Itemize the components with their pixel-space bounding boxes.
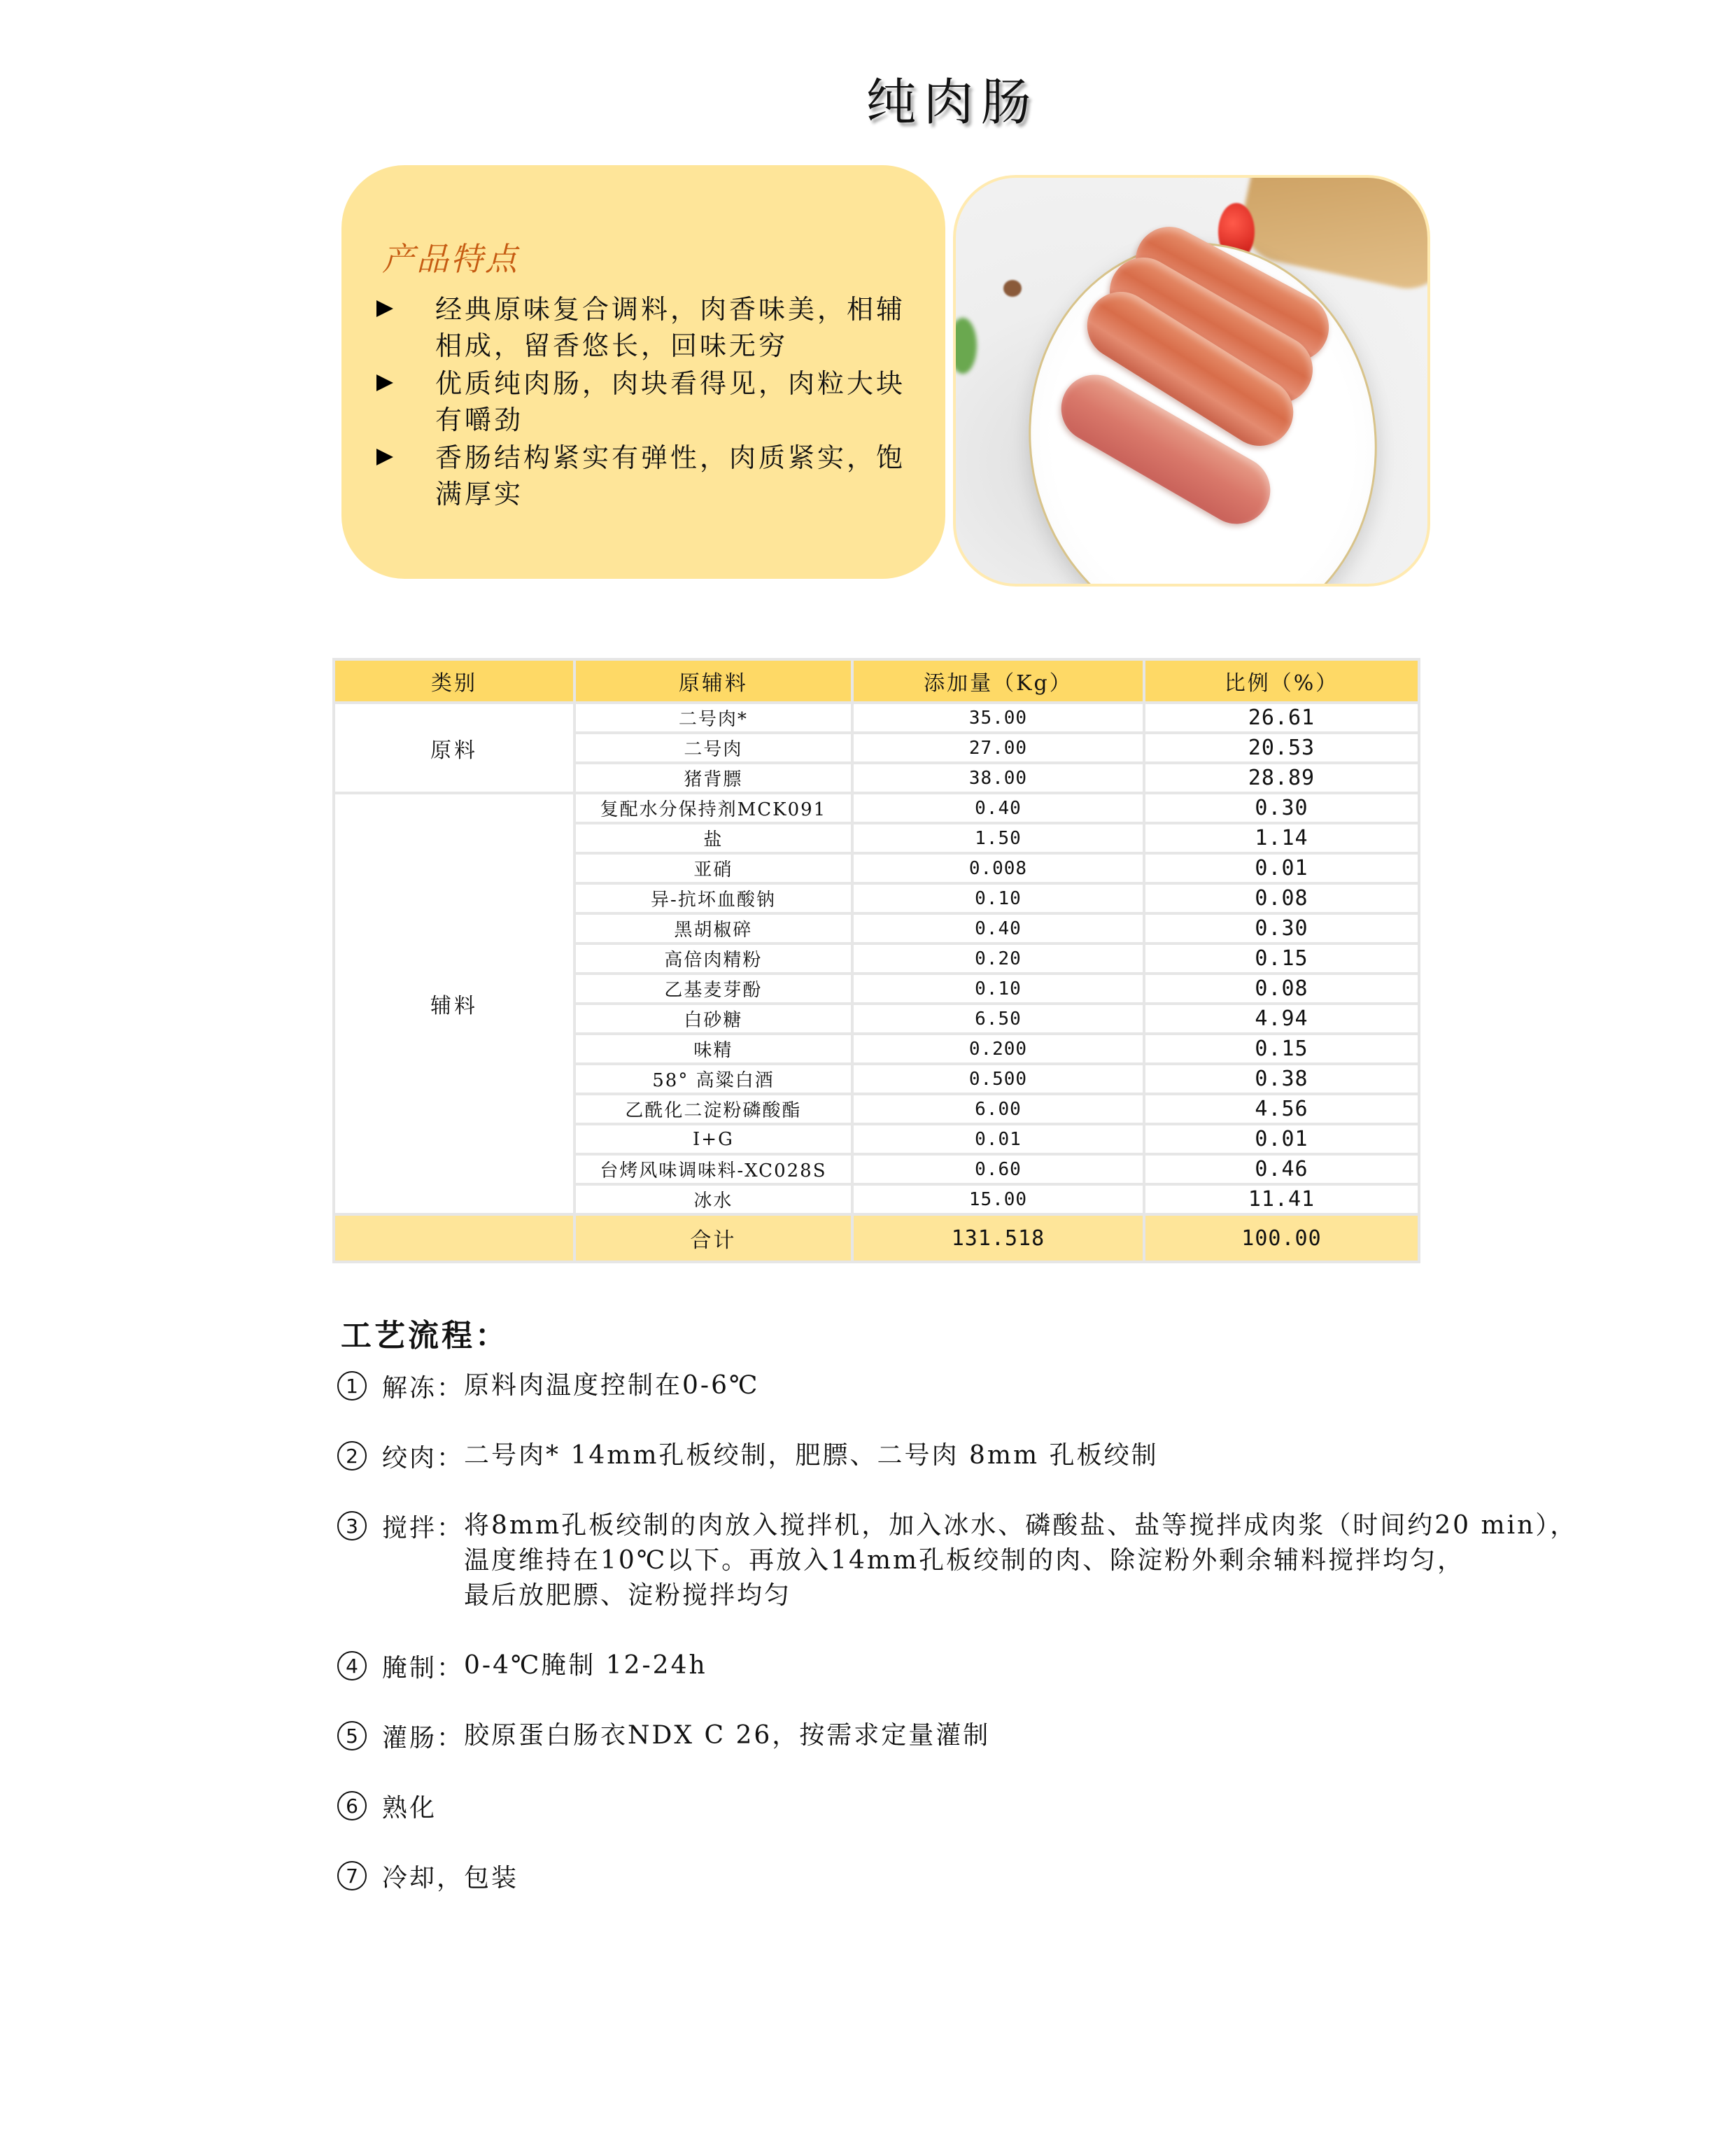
step-label: 搅拌： <box>382 1514 465 1543</box>
feature-text: 经典原味复合调料，肉香味美，相辅相成，留香悠长，回味无穷 <box>435 294 906 361</box>
step-line: 将8mm孔板绞制的肉放入搅拌机，加入冰水、磷酸盐、盐等搅拌成肉浆（时间约20 min）， <box>464 1511 1578 1540</box>
ratio-cell: 0.08 <box>1144 974 1419 1004</box>
ratio-cell: 0.30 <box>1144 913 1419 943</box>
feature-text: 优质纯肉肠，肉块看得见，肉粒大块有嚼劲 <box>435 368 906 435</box>
ratio-cell: 11.41 <box>1144 1184 1419 1214</box>
step-body <box>464 1648 1667 1718</box>
arrowhead-bullet-icon <box>376 374 393 391</box>
circled-number-icon: 7 <box>337 1861 367 1890</box>
column-header-ratio: 比例（%） <box>1144 659 1419 703</box>
circled-number-icon: 1 <box>337 1371 367 1401</box>
column-header-amount: 添加量（Kg） <box>852 659 1144 703</box>
ingredient-cell: 高倍肉精粉 <box>574 943 852 974</box>
feature-item <box>376 291 929 364</box>
process-heading: 工艺流程： <box>341 1318 509 1354</box>
total-empty-cell <box>334 1214 574 1262</box>
process-step <box>337 1788 1667 1858</box>
ratio-cell: 0.01 <box>1144 853 1419 883</box>
step-line: 胶原蛋白肠衣NDX C 26，按需求定量灌制 <box>464 1721 991 1750</box>
process-step <box>337 1858 1667 1928</box>
table-header-row <box>334 659 1419 703</box>
step-label: 熟化 <box>382 1794 437 1823</box>
product-features-card <box>341 165 945 579</box>
amount-cell: 0.10 <box>852 974 1144 1004</box>
amount-cell: 1.50 <box>852 823 1144 853</box>
photo-spice <box>1003 280 1022 297</box>
ingredient-cell: I+G <box>574 1124 852 1154</box>
ratio-cell: 0.38 <box>1144 1064 1419 1094</box>
feature-item <box>376 365 929 438</box>
amount-cell: 0.500 <box>852 1064 1144 1094</box>
page-title: 纯肉肠 <box>866 73 1038 132</box>
amount-cell: 6.50 <box>852 1004 1144 1034</box>
process-steps-list <box>337 1368 1667 1928</box>
step-body <box>464 1438 1667 1508</box>
circled-number-icon: 4 <box>337 1651 367 1680</box>
ingredient-cell: 58° 高粱白酒 <box>574 1064 852 1094</box>
amount-cell: 35.00 <box>852 703 1144 733</box>
circled-number-icon: 5 <box>337 1721 367 1750</box>
ratio-cell: 0.30 <box>1144 793 1419 823</box>
feature-text: 香肠结构紧实有弹性，肉质紧实，饱满厚实 <box>435 442 906 510</box>
ratio-cell: 28.89 <box>1144 763 1419 793</box>
table-total-row <box>334 1214 1419 1262</box>
product-photo <box>953 175 1430 587</box>
amount-cell: 38.00 <box>852 763 1144 793</box>
step-body <box>464 1368 1667 1438</box>
amount-cell: 0.10 <box>852 883 1144 913</box>
features-heading: 产品特点 <box>382 240 519 278</box>
amount-cell: 0.40 <box>852 913 1144 943</box>
step-body <box>464 1718 1667 1788</box>
ratio-cell: 4.94 <box>1144 1004 1419 1034</box>
ingredient-cell: 盐 <box>574 823 852 853</box>
ratio-cell: 20.53 <box>1144 733 1419 763</box>
ratio-cell: 0.08 <box>1144 883 1419 913</box>
step-label: 解冻： <box>382 1374 465 1403</box>
ingredient-cell: 黑胡椒碎 <box>574 913 852 943</box>
photo-leaf <box>953 318 977 374</box>
total-amount: 131.518 <box>852 1214 1144 1262</box>
ingredient-cell: 乙酰化二淀粉磷酸酯 <box>574 1094 852 1124</box>
ingredient-cell: 亚硝 <box>574 853 852 883</box>
arrowhead-bullet-icon <box>376 300 393 317</box>
step-line: 0-4℃腌制 12-24h <box>464 1651 707 1680</box>
amount-cell: 27.00 <box>852 733 1144 763</box>
column-header-ingredient: 原辅料 <box>574 659 852 703</box>
total-label: 合计 <box>574 1214 852 1262</box>
process-step <box>337 1648 1667 1718</box>
step-line: 原料肉温度控制在0-6℃ <box>464 1371 760 1400</box>
circled-number-icon: 6 <box>337 1791 367 1820</box>
table-row <box>334 703 1419 733</box>
total-ratio: 100.00 <box>1144 1214 1419 1262</box>
amount-cell: 0.200 <box>852 1034 1144 1064</box>
ingredient-cell: 异-抗坏血酸钠 <box>574 883 852 913</box>
step-body <box>464 1508 1667 1648</box>
table-row <box>334 793 1419 823</box>
features-list <box>376 291 929 514</box>
ingredient-cell: 味精 <box>574 1034 852 1064</box>
step-line: 二号肉* 14mm孔板绞制，肥膘、二号肉 8mm 孔板绞制 <box>464 1441 1159 1470</box>
step-label: 腌制： <box>382 1654 465 1683</box>
step-line: 最后放肥膘、淀粉搅拌均匀 <box>464 1581 792 1610</box>
circled-number-icon: 2 <box>337 1441 367 1470</box>
ingredient-cell: 复配水分保持剂MCK091 <box>574 793 852 823</box>
ingredient-cell: 白砂糖 <box>574 1004 852 1034</box>
category-cell: 辅料 <box>334 793 574 1214</box>
ratio-cell: 1.14 <box>1144 823 1419 853</box>
amount-cell: 0.40 <box>852 793 1144 823</box>
amount-cell: 0.60 <box>852 1154 1144 1184</box>
step-label: 冷却，包装 <box>382 1864 519 1893</box>
step-line: 温度维持在10℃以下。再放入14mm孔板绞制的肉、除淀粉外剩余辅料搅拌均匀， <box>464 1546 1465 1575</box>
ingredient-cell: 乙基麦芽酚 <box>574 974 852 1004</box>
process-step <box>337 1508 1667 1648</box>
ratio-cell: 0.01 <box>1144 1124 1419 1154</box>
step-label: 绞肉： <box>382 1444 465 1473</box>
amount-cell: 15.00 <box>852 1184 1144 1214</box>
ingredient-cell: 二号肉* <box>574 703 852 733</box>
ingredient-cell: 猪背膘 <box>574 763 852 793</box>
column-header-category: 类别 <box>334 659 574 703</box>
formula-table <box>332 658 1420 1263</box>
amount-cell: 6.00 <box>852 1094 1144 1124</box>
arrowhead-bullet-icon <box>376 449 393 465</box>
ratio-cell: 0.46 <box>1144 1154 1419 1184</box>
amount-cell: 0.20 <box>852 943 1144 974</box>
ingredient-cell: 台烤风味调味料-XC028S <box>574 1154 852 1184</box>
ratio-cell: 4.56 <box>1144 1094 1419 1124</box>
process-step <box>337 1368 1667 1438</box>
category-cell: 原料 <box>334 703 574 793</box>
ingredient-cell: 冰水 <box>574 1184 852 1214</box>
ingredient-cell: 二号肉 <box>574 733 852 763</box>
step-label: 灌肠： <box>382 1724 465 1753</box>
ratio-cell: 0.15 <box>1144 943 1419 974</box>
process-step <box>337 1718 1667 1788</box>
process-step <box>337 1438 1667 1508</box>
feature-item <box>376 440 929 512</box>
amount-cell: 0.01 <box>852 1124 1144 1154</box>
ratio-cell: 0.15 <box>1144 1034 1419 1064</box>
ratio-cell: 26.61 <box>1144 703 1419 733</box>
circled-number-icon: 3 <box>337 1511 367 1540</box>
amount-cell: 0.008 <box>852 853 1144 883</box>
